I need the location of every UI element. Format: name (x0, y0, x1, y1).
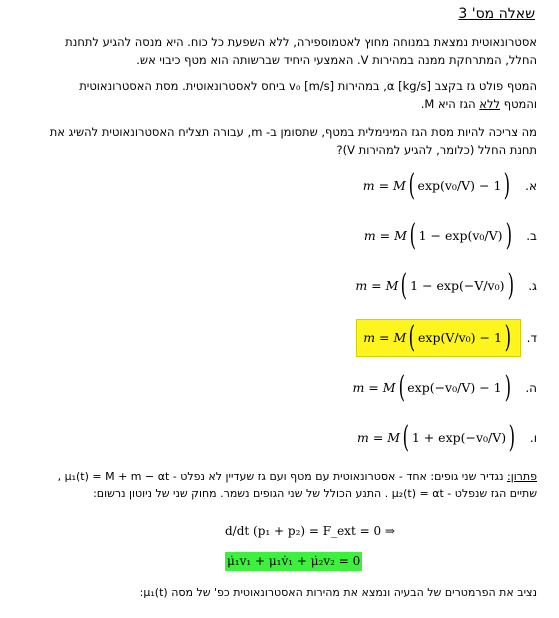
underlined-word-without: ללא (479, 96, 501, 111)
solution-label: פתרון: (506, 470, 537, 483)
option-c-formula: m = M ( 1 − exp(−V/v₀) ) (355, 268, 514, 303)
option-b-prefix: m = M (363, 228, 407, 244)
option-d-formula-highlighted: m = M ( exp(V/v₀) − 1 ) (356, 319, 520, 357)
option-d-prefix: m = M (363, 330, 407, 346)
option-a-prefix: m = M (362, 178, 406, 194)
question-line-2: תחנת החלל (כלומר, להגיע למהירות V)? (336, 142, 537, 157)
option-f[interactable] (351, 414, 537, 462)
intro-line-1: אסטרונאוטית נמצאת במנוחה מחוץ לאטמוספירה, ללא השפעת כל כוח. היא מנסה להגיע לתחנת (65, 35, 537, 49)
option-d-body: exp(V/v₀) − 1 (418, 330, 502, 346)
option-f-prefix: m = M (357, 430, 401, 446)
option-f-formula: m = M ( 1 + exp(−v₀/V) ) (357, 420, 516, 455)
option-b-body: 1 − exp(v₀/V) (418, 228, 503, 244)
extinguisher-line-2-post: הגז היא M. (420, 96, 480, 111)
option-d-letter: ד. (526, 330, 537, 345)
solution-paragraph (22, 468, 537, 502)
option-e-formula: m = M ( exp(−v₀/V) − 1 ) (352, 370, 511, 405)
extinguisher-line-2-pre: והמטף (500, 96, 537, 111)
question-line-1: מה צריכה להיות מסת הגז המינימלית במטף, שתסומן ב- m, עבורה תצליח האסטרונאוטית להשיג את (49, 125, 537, 139)
solution-line-2: שתיים הגז שנפלט - μ₂(t) = αt . התנע הכולל של שני הגופים נשמר. מחוק שני של ניוטון נרשום: (93, 487, 537, 501)
option-a[interactable] (357, 162, 537, 210)
solution-line-3: נציב את הפרמטרים של הבעיה ונמצא את מהירות האסטרונאוטית כפ' של מסה μ₁(t): (139, 586, 537, 599)
solution-line-1 (22, 468, 537, 485)
momentum-equation-highlighted: μ̇₁v₁ + μ₁v̇₁ + μ̇₂v₂ = 0 (225, 552, 362, 571)
option-a-formula: m = M ( exp(v₀/V) − 1 ) (362, 168, 511, 203)
option-d[interactable] (356, 314, 537, 362)
momentum-equation: d/dt (p₁ + p₂) = F_ext = 0 ⇒ (225, 524, 395, 538)
option-b[interactable] (358, 212, 537, 260)
option-e-prefix: m = M (352, 380, 396, 396)
option-b-letter: ב. (526, 228, 537, 243)
question-paragraph (22, 124, 537, 160)
option-a-letter: א. (525, 178, 537, 193)
intro-paragraph (22, 34, 537, 70)
option-e-letter: ה. (525, 380, 537, 395)
solution-conclusion (22, 584, 537, 601)
extinguisher-line-1: המטף פולט גז בקצב [kg/s] α, במהירות v₀ [m/s] ביחס לאסטרונאוטית. מסת האסטרונאוטית (79, 79, 537, 93)
option-b-formula: m = M ( 1 − exp(v₀/V) ) (363, 218, 512, 253)
extinguisher-paragraph (22, 78, 537, 114)
option-f-body: 1 + exp(−v₀/V) (411, 430, 507, 446)
option-e-body: exp(−v₀/V) − 1 (407, 380, 502, 396)
option-c-prefix: m = M (355, 278, 399, 294)
solution-line-1-text: נגדיר שני גופים: אחד - אסטרונאוטית עם מטף ועם גז שעדיין לא נפלט - μ₁(t) = M + m − αt , (57, 470, 507, 483)
option-e[interactable] (346, 364, 537, 412)
question-title: שאלה מס' 3 (458, 6, 535, 22)
option-c-letter: ג. (528, 278, 537, 293)
option-c[interactable] (349, 262, 537, 310)
option-c-body: 1 − exp(−V/v₀) (410, 278, 505, 294)
option-f-letter: ו. (529, 430, 537, 445)
option-a-body: exp(v₀/V) − 1 (417, 178, 502, 194)
extinguisher-line-2 (22, 96, 537, 114)
intro-line-2: החלל, המתרחקת ממנה במהירות V. האמצעי היחיד שברשותה הוא מטף כיבוי אש. (136, 52, 537, 67)
